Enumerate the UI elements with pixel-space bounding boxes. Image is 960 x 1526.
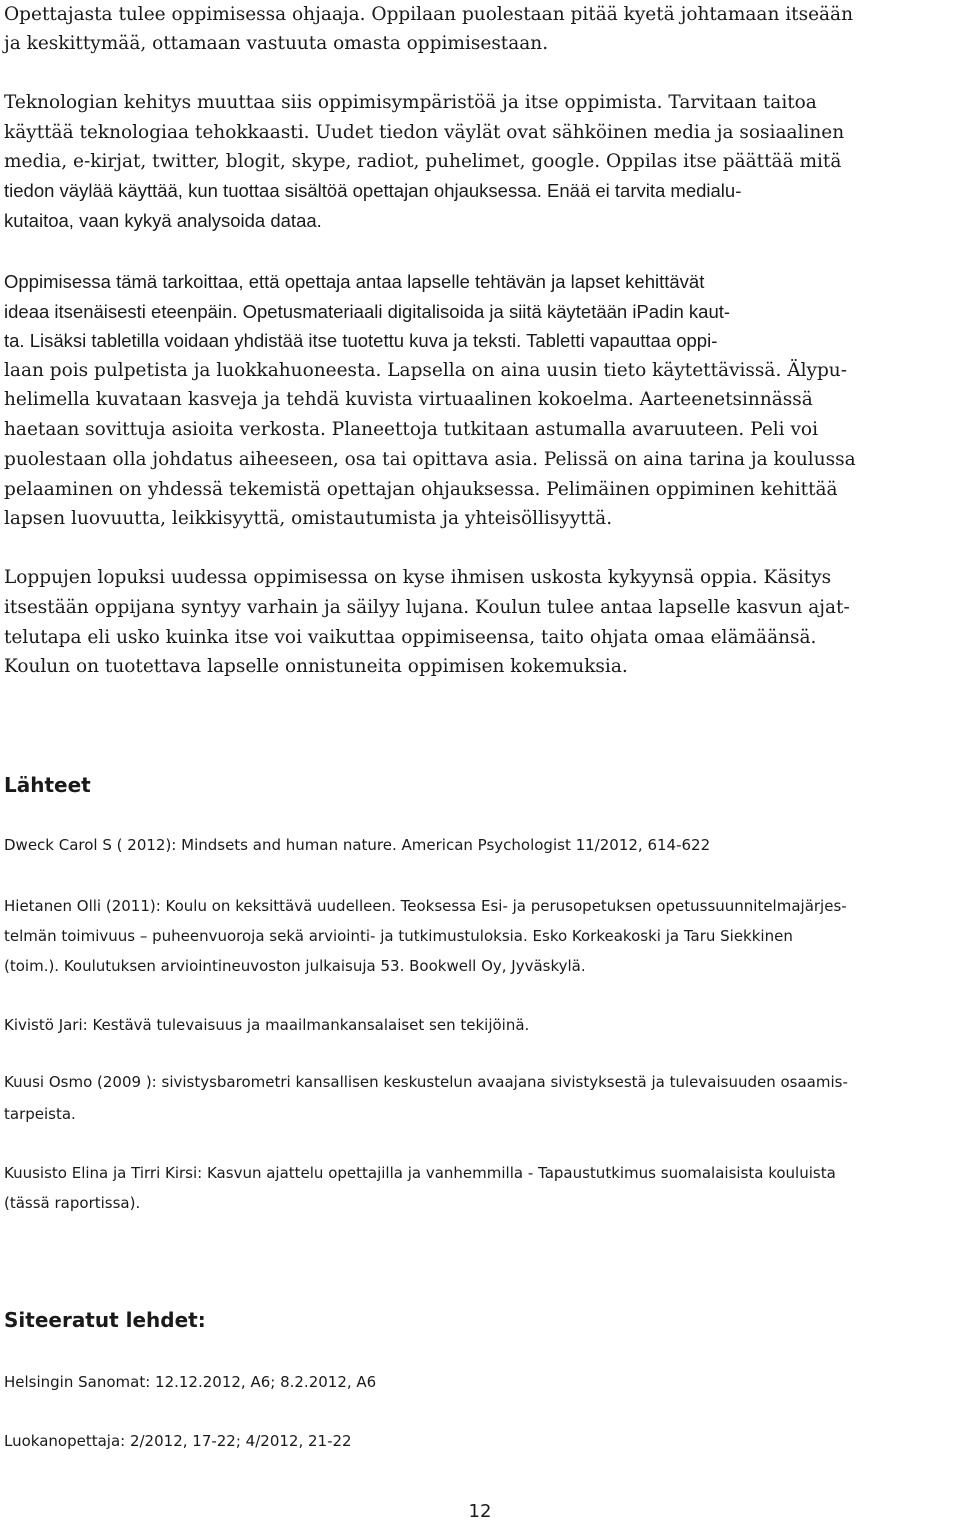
reference-line: Kuusi Osmo (2009 ): sivistysbarometri kansallisen keskustelun avaajana sivistyksestä ja tulevaisuuden osaamis-	[4, 1073, 848, 1091]
reference-line: Hietanen Olli (2011): Koulu on keksittävä uudelleen. Teoksessa Esi- ja perusopetuksen opetussuunnitelmajärjes-	[4, 897, 847, 915]
text-line: Koulun on tuotettava lapselle onnistuneita oppimisen kokemuksia.	[4, 656, 628, 677]
reference-line: Dweck Carol S ( 2012): Mindsets and human nature. American Psychologist 11/2012, 614-622	[4, 836, 711, 854]
text-line: Teknologian kehitys muuttaa siis oppimisympäristöä ja itse oppimista. Tarvitaan taitoa	[4, 92, 817, 113]
text-line: tiedon väylää käyttää, kun tuottaa sisältöä opettajan ohjauksessa. Enää ei tarvita medialu-	[4, 180, 742, 201]
reference-line: Kivistö Jari: Kestävä tulevaisuus ja maailmankansalaiset sen tekijöinä.	[4, 1016, 530, 1034]
text-line: Loppujen lopuksi uudessa oppimisessa on kyse ihmisen uskosta kykyynsä oppia. Käsitys	[4, 567, 832, 588]
text-line: ideaa itsenäisesti eteenpäin. Opetusmateriaali digitalisoida ja siitä käytetään iPadin kaut-	[4, 301, 731, 322]
text-line: puolestaan olla johdatus aiheeseen, osa tai opittava asia. Pelissä on aina tarina ja koulussa	[4, 449, 856, 470]
text-line: itsestään oppijana syntyy varhain ja säilyy lujana. Koulun tulee antaa lapselle kasvun ajat-	[4, 597, 850, 618]
cited-papers-heading: Siteeratut lehdet:	[4, 1308, 206, 1332]
reference-line: Kuusisto Elina ja Tirri Kirsi: Kasvun ajattelu opettajilla ja vanhemmilla - Tapaustutkimus suomalaisista kouluista	[4, 1164, 836, 1182]
text-line: pelaaminen on yhdessä tekemistä opettajan ohjauksessa. Pelimäinen oppiminen kehittää	[4, 479, 838, 500]
reference-line: (toim.). Koulutuksen arviointineuvoston julkaisuja 53. Bookwell Oy, Jyväskylä.	[4, 957, 586, 975]
cited-paper-line: Helsingin Sanomat: 12.12.2012, A6; 8.2.2012, A6	[4, 1373, 377, 1391]
reference-line: tarpeista.	[4, 1105, 76, 1123]
text-line: lapsen luovuutta, leikkisyyttä, omistautumista ja yhteisöllisyyttä.	[4, 508, 613, 529]
text-line: kutaitoa, vaan kykyä analysoida dataa.	[4, 210, 322, 231]
cited-paper-line: Luokanopettaja: 2/2012, 17-22; 4/2012, 21-22	[4, 1432, 352, 1450]
sources-heading: Lähteet	[4, 773, 91, 797]
text-line: media, e-kirjat, twitter, blogit, skype, radiot, puhelimet, google. Oppilas itse päättää mitä	[4, 151, 842, 172]
page-number: 12	[468, 1501, 492, 1522]
text-line: käyttää teknologiaa tehokkaasti. Uudet tiedon väylät ovat sähköinen media ja sosiaalinen	[4, 122, 845, 143]
text-line: Oppimisessa tämä tarkoittaa, että opettaja antaa lapselle tehtävän ja lapset kehittävät	[4, 271, 705, 292]
text-line: Opettajasta tulee oppimisessa ohjaaja. Oppilaan puolestaan pitää kyetä johtamaan itseään	[4, 4, 854, 25]
reference-line: (tässä raportissa).	[4, 1194, 141, 1212]
text-line: ta. Lisäksi tabletilla voidaan yhdistää itse tuotettu kuva ja teksti. Tabletti vapauttaa oppi-	[4, 330, 718, 351]
text-line: helimella kuvataan kasveja ja tehdä kuvista virtuaalinen kokoelma. Aarteenetsinnässä	[4, 389, 813, 410]
text-line: laan pois pulpetista ja luokkahuoneesta. Lapsella on aina uusin tieto käytettävissä. Älypu-	[4, 360, 847, 381]
text-line: ja keskittymää, ottamaan vastuuta omasta oppimisestaan.	[4, 33, 549, 54]
text-line: telutapa eli usko kuinka itse voi vaikuttaa oppimiseensa, taito ohjata omaa elämäänsä.	[4, 627, 817, 648]
reference-line: telmän toimivuus – puheenvuoroja sekä arviointi- ja tutkimustuloksia. Esko Korkeakoski ja Taru Siekkinen	[4, 927, 793, 945]
text-line: haetaan sovittuja asioita verkosta. Planeettoja tutkitaan astumalla avaruuteen. Peli voi	[4, 419, 818, 440]
